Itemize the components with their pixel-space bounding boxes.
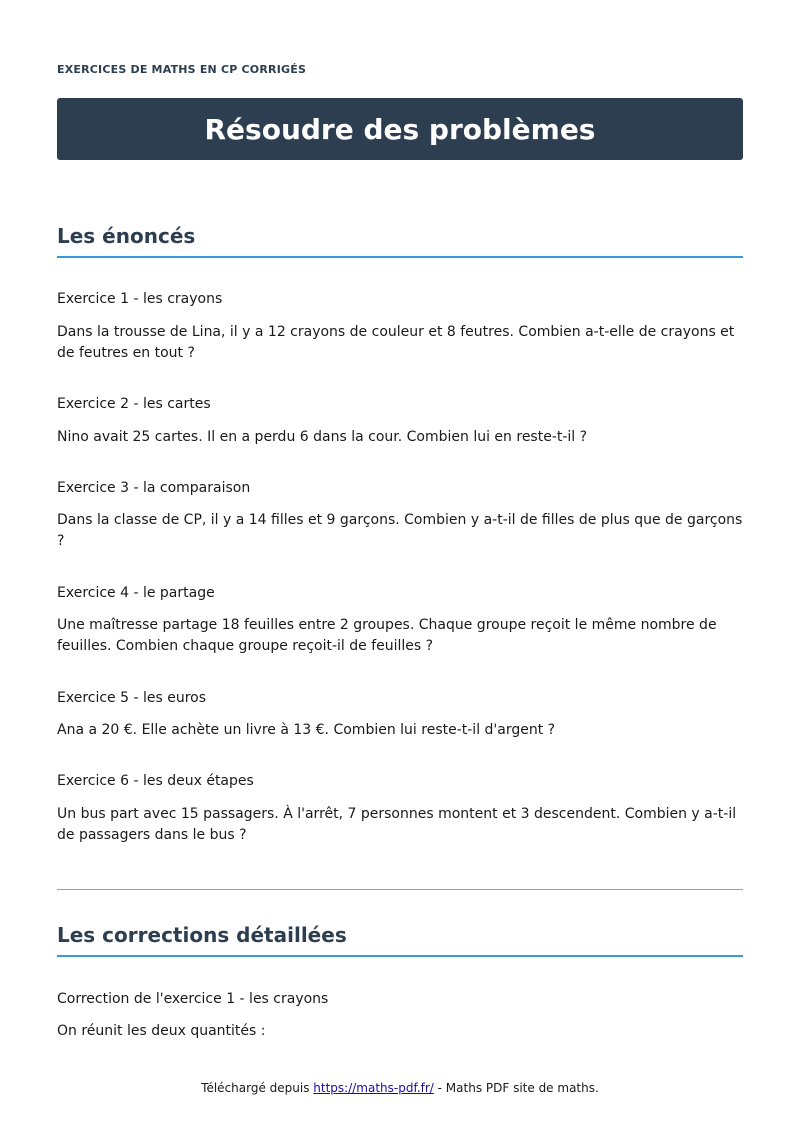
footer-link[interactable]: https://maths-pdf.fr/ (313, 1081, 434, 1095)
exercise-2-text: Nino avait 25 cartes. Il en a perdu 6 dans la cour. Combien lui en reste-t-il ? (57, 429, 588, 445)
exercise-6-title: Exercice 6 - les deux étapes (57, 773, 254, 789)
exercise-1-title: Exercice 1 - les crayons (57, 291, 223, 307)
statements-heading: Les énoncés (57, 224, 743, 258)
footer-prefix: Téléchargé depuis (201, 1081, 314, 1095)
corrections-heading: Les corrections détaillées (57, 923, 743, 957)
page-title: Résoudre des problèmes (204, 112, 596, 146)
title-banner (57, 98, 743, 160)
page-footer (0, 1081, 800, 1095)
exercise-3-title: Exercice 3 - la comparaison (57, 480, 251, 496)
exercise-1-text: Dans la trousse de Lina, il y a 12 crayons de couleur et 8 feutres. Combien a-t-elle de crayons et de feutres en tout ? (57, 324, 735, 361)
exercise-2-title: Exercice 2 - les cartes (57, 396, 211, 412)
exercise-6-text: Un bus part avec 15 passagers. À l'arrêt, 7 personnes montent et 3 descendent. Combien y a-t-il de passagers dans le bus ? (57, 806, 737, 843)
section-divider (57, 889, 743, 890)
page-kicker: EXERCICES DE MATHS EN CP CORRIGÉS (57, 63, 307, 76)
footer-suffix: - Maths PDF site de maths. (433, 1081, 599, 1095)
correction-1-title: Correction de l'exercice 1 - les crayons (57, 991, 329, 1007)
exercise-3-text: Dans la classe de CP, il y a 14 filles et 9 garçons. Combien y a-t-il de filles de plus que de garçons ? (57, 512, 743, 549)
exercise-5-text: Ana a 20 €. Elle achète un livre à 13 €. Combien lui reste-t-il d'argent ? (57, 722, 556, 738)
exercise-4-title: Exercice 4 - le partage (57, 585, 215, 601)
correction-1-text: On réunit les deux quantités : (57, 1023, 266, 1039)
exercise-5-title: Exercice 5 - les euros (57, 690, 207, 706)
exercise-4-text: Une maîtresse partage 18 feuilles entre 2 groupes. Chaque groupe reçoit le même nombre de feuilles. Combien chaque groupe reçoit-il de feuilles ? (57, 617, 717, 654)
